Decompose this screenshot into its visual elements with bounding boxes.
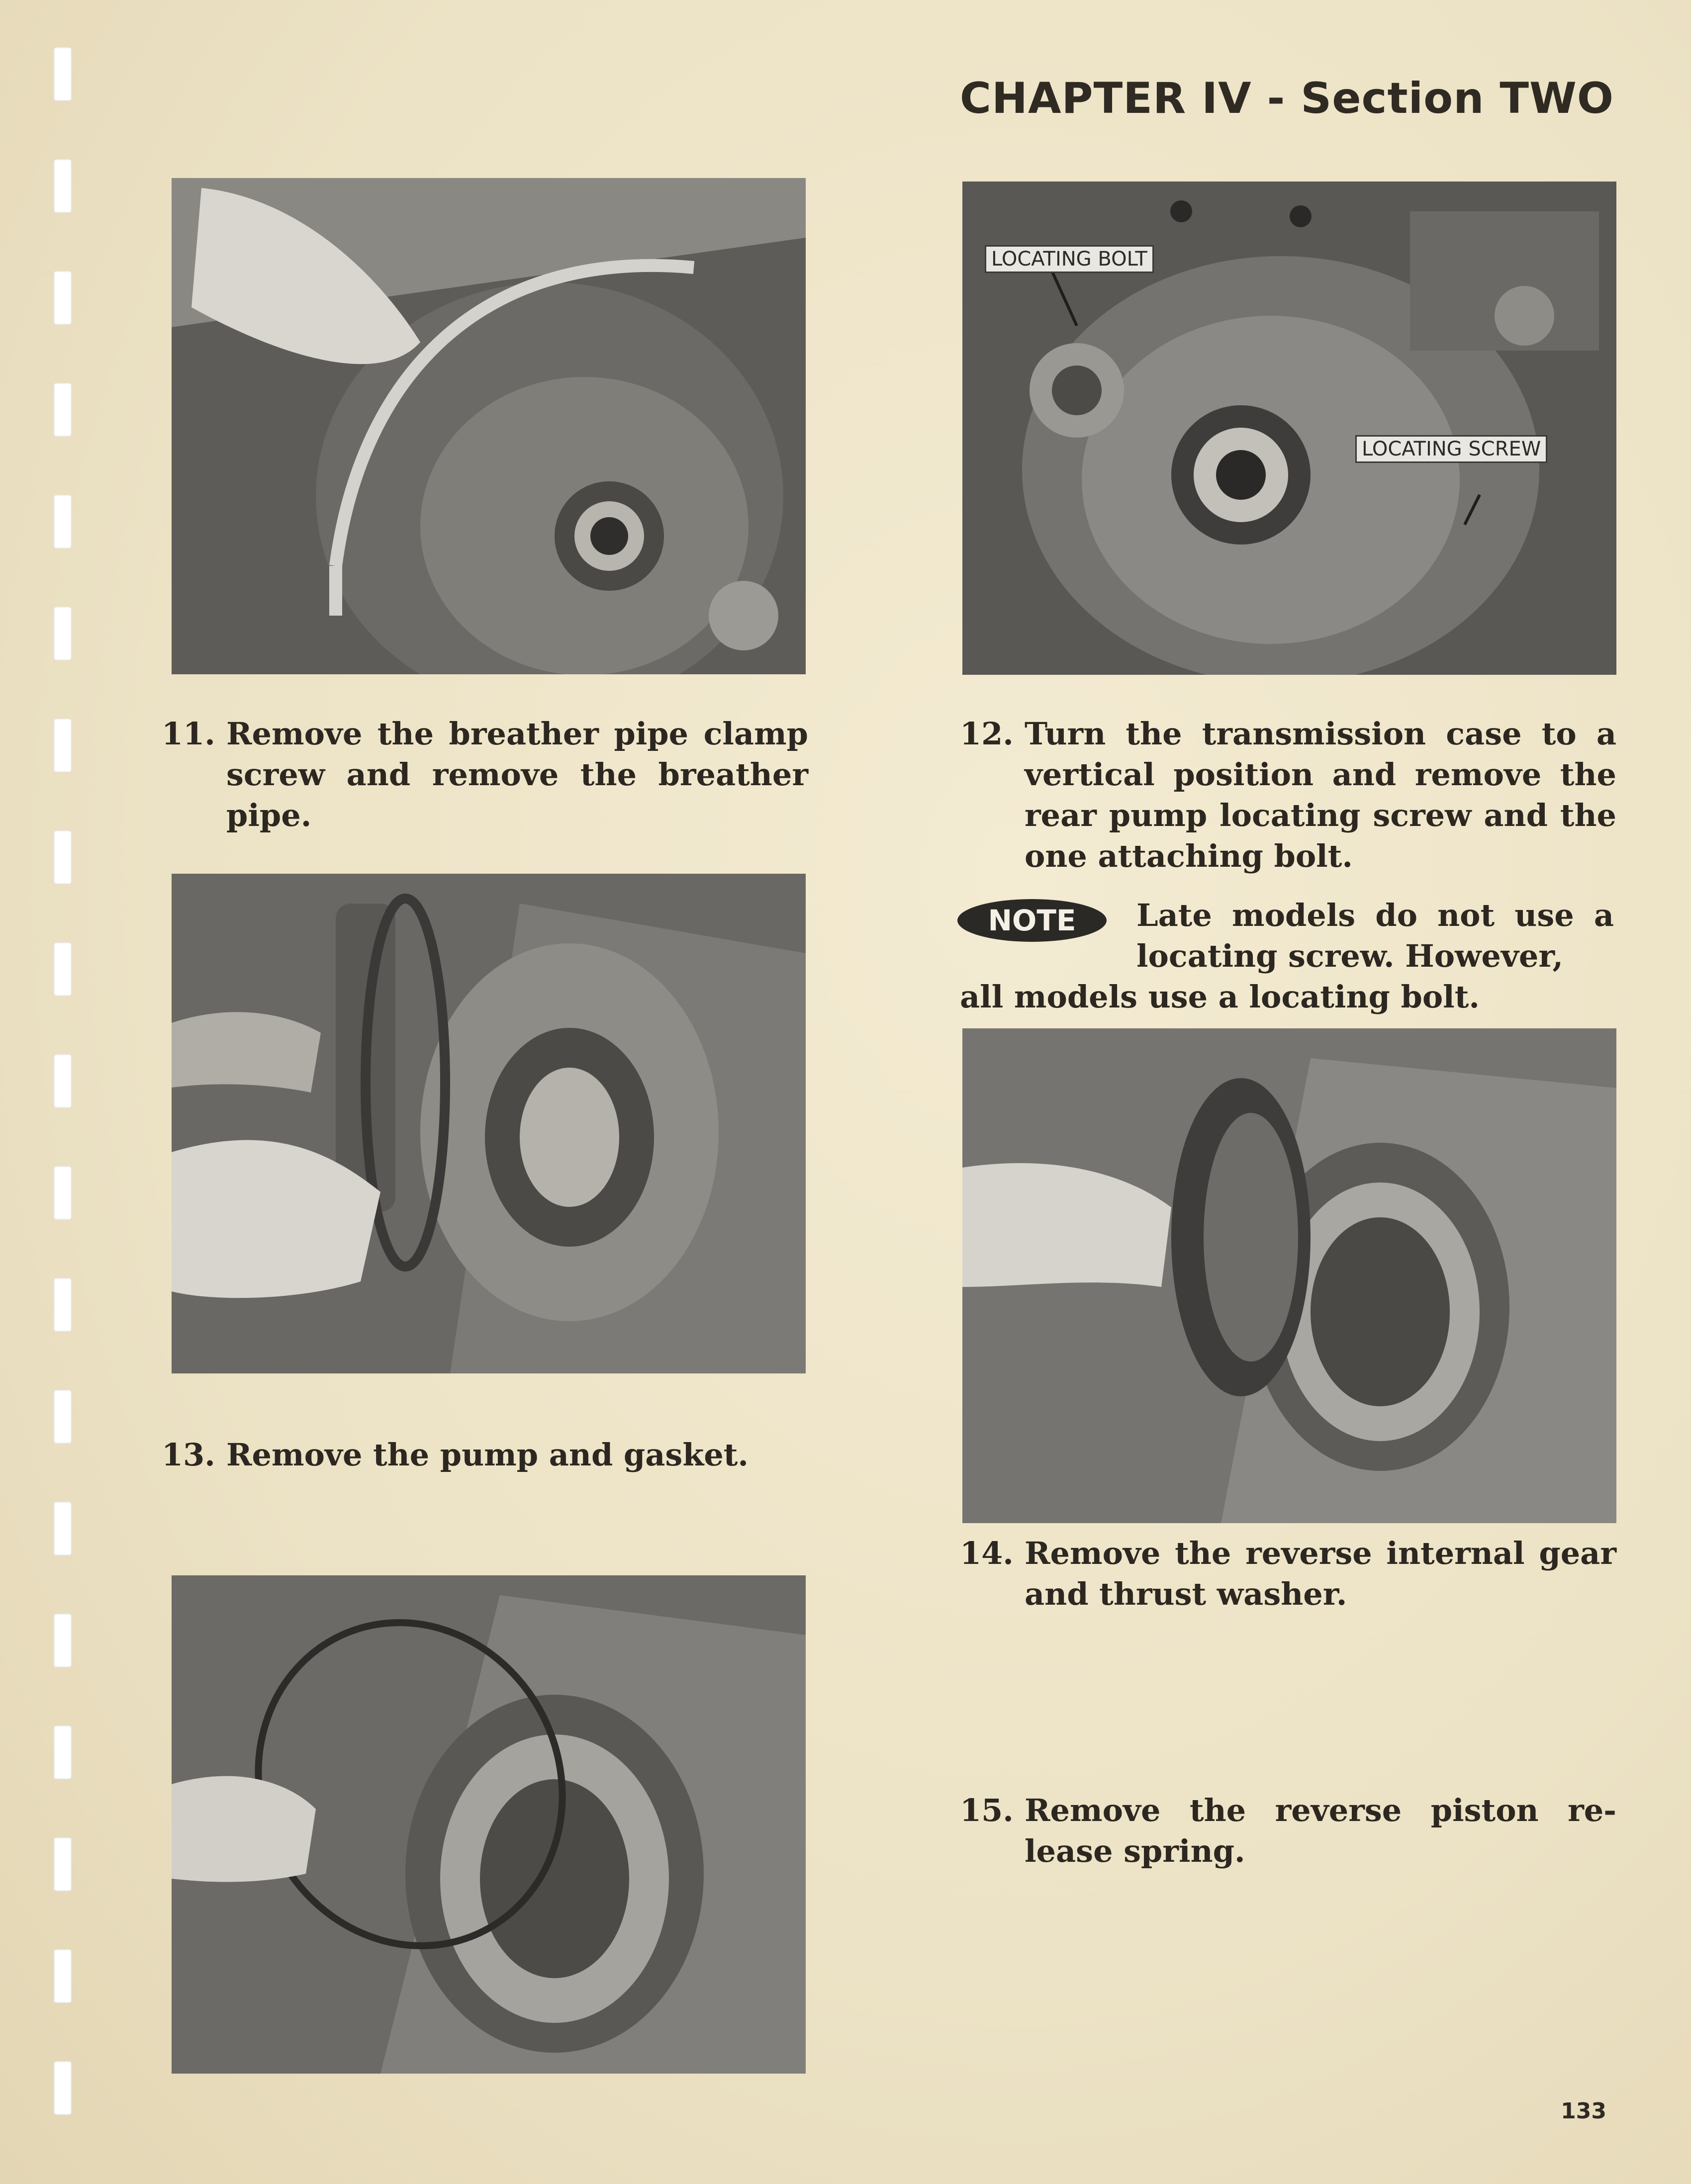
chapter-header: CHAPTER IV - Section TWO (959, 74, 1614, 123)
photo-rear-pump-locating (962, 182, 1616, 675)
page-number: 133 (1561, 2098, 1606, 2124)
callout-locating-bolt: LOCATING BOLT (985, 245, 1154, 273)
note-badge: NOTE (957, 899, 1107, 942)
note-line-2: all models use a locating bolt. (960, 979, 1480, 1015)
punch-hole (54, 495, 72, 548)
punch-hole (54, 1949, 72, 2003)
punch-hole (54, 1614, 72, 1667)
punch-hole (54, 159, 72, 213)
step-11 (162, 714, 808, 843)
step-text: Remove the breather pipe clamp screw and remove the breather pipe. (226, 716, 808, 833)
note-line-1: Late models do not use a locating screw. However, (1136, 897, 1614, 974)
photo-pump-gasket (172, 874, 806, 1373)
punch-hole (54, 1278, 72, 1332)
punch-hole (54, 2061, 72, 2115)
step-number: 11. (162, 716, 215, 752)
step-14 (960, 1533, 1616, 1623)
step-number: 12. (960, 716, 1014, 752)
step-text: Remove the reverse internal gear and thrust washer. (1025, 1535, 1616, 1612)
punch-hole (54, 271, 72, 325)
punch-hole (54, 1166, 72, 1220)
step-number: 15. (960, 1792, 1014, 1828)
punch-hole (54, 942, 72, 996)
punch-hole (54, 1837, 72, 1891)
step-13 (162, 1435, 808, 1484)
step-text: Remove the reverse piston re-lease spring. (1025, 1792, 1616, 1869)
callout-locating-screw: LOCATING SCREW (1355, 435, 1547, 463)
punch-hole (54, 719, 72, 772)
photo-reverse-internal-gear (962, 1028, 1616, 1523)
punch-hole (54, 1390, 72, 1444)
punch-hole (54, 383, 72, 437)
punch-hole (54, 1726, 72, 1779)
punch-hole (54, 47, 72, 101)
step-12 (960, 714, 1616, 883)
step-number: 13. (162, 1437, 215, 1473)
photo-breather-pipe (172, 178, 806, 674)
step-15 (960, 1790, 1616, 1880)
punch-hole (54, 830, 72, 884)
step-text: Turn the transmission case to a vertical position and remove the rear pump locating screw and the one attaching bolt. (1025, 716, 1616, 874)
step-text: Remove the pump and gasket. (226, 1437, 749, 1473)
punch-hole (54, 607, 72, 660)
photo-release-spring (172, 1575, 806, 2074)
punch-hole (54, 1502, 72, 1555)
step-number: 14. (960, 1535, 1014, 1571)
punch-hole (54, 1054, 72, 1108)
